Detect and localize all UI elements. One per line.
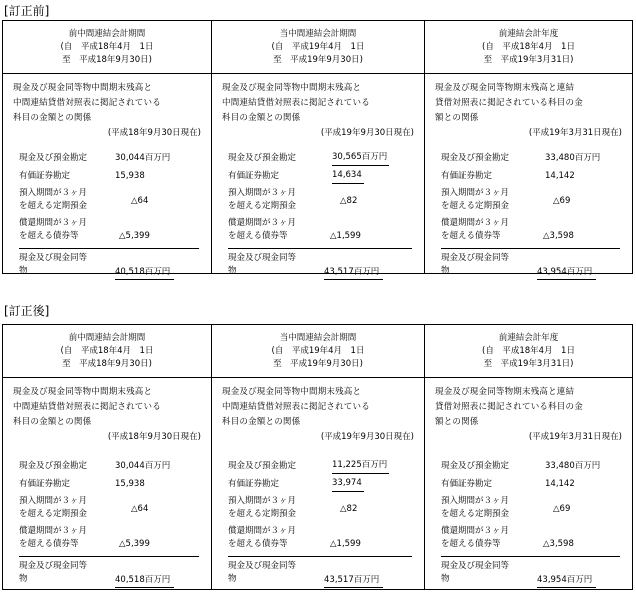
label-line: 償還期間が３ヶ月 bbox=[228, 218, 297, 228]
intro-text bbox=[212, 74, 424, 126]
row-time-deposits bbox=[228, 185, 412, 215]
row-label: 有価証券勘定 bbox=[19, 479, 71, 489]
detail-cell bbox=[3, 74, 212, 277]
label-line: 預入期間が３ヶ月 bbox=[441, 496, 510, 506]
row-label bbox=[228, 560, 296, 586]
label-line: を超える債券等 bbox=[228, 231, 288, 241]
row-securities bbox=[228, 167, 412, 185]
row-value: 11,225百万円 bbox=[332, 457, 389, 474]
row-total bbox=[228, 557, 412, 587]
label-line: 物 bbox=[441, 266, 450, 276]
row-total bbox=[19, 557, 199, 587]
row-cash-deposits bbox=[441, 457, 620, 475]
row-value: 30,565百万円 bbox=[332, 149, 389, 166]
row-value: 14,142 bbox=[545, 479, 575, 489]
row-value: 15,938 bbox=[115, 171, 145, 181]
intro-line: 額との関係 bbox=[435, 113, 479, 123]
row-securities bbox=[228, 475, 412, 493]
intro-text bbox=[425, 74, 632, 126]
row-value: △69 bbox=[553, 196, 571, 206]
label-line: 預入期間が３ヶ月 bbox=[228, 496, 297, 506]
row-label bbox=[228, 525, 296, 551]
intro-line: 現金及び現金同等物中間期末残高と bbox=[13, 387, 153, 397]
label-line: 物 bbox=[228, 266, 237, 276]
period-from: (自 平成18年4月 1日 bbox=[482, 42, 575, 52]
row-value: 43,954百万円 bbox=[537, 574, 596, 588]
section-label-after: [訂正後] bbox=[4, 304, 50, 318]
row-label bbox=[19, 252, 87, 278]
period-title: 当中間連結会計期間 bbox=[279, 333, 357, 343]
label-line: 現金及び現金同等 bbox=[19, 253, 88, 263]
row-value: △3,598 bbox=[543, 539, 574, 549]
label-line: を超える債券等 bbox=[441, 231, 501, 241]
period-from: (自 平成18年4月 1日 bbox=[60, 346, 154, 356]
rows bbox=[228, 149, 412, 279]
row-bonds bbox=[441, 523, 620, 553]
row-value: △1,599 bbox=[330, 231, 361, 241]
period-to: 至 平成18年9月30日) bbox=[62, 359, 152, 369]
row-securities bbox=[19, 475, 199, 493]
intro-line: 中間連結貸借対照表に掲記されている bbox=[222, 402, 370, 412]
period-from: (自 平成18年4月 1日 bbox=[482, 346, 575, 356]
section-label-before: [訂正前] bbox=[4, 4, 50, 18]
period-to: 至 平成19年9月30日) bbox=[273, 55, 363, 65]
row-label bbox=[228, 217, 296, 243]
period-to: 至 平成18年9月30日) bbox=[62, 55, 152, 65]
row-label: 有価証券勘定 bbox=[228, 171, 280, 181]
label-line: 現金及び現金同等 bbox=[228, 253, 297, 263]
row-label: 有価証券勘定 bbox=[441, 171, 493, 181]
period-title: 前連結会計年度 bbox=[498, 29, 559, 39]
label-line: を超える債券等 bbox=[441, 539, 501, 549]
intro-line: 科目の金額との関係 bbox=[222, 113, 301, 123]
header-cell bbox=[212, 21, 425, 74]
label-line: 償還期間が３ヶ月 bbox=[441, 526, 510, 536]
row-value: 40,518百万円 bbox=[115, 266, 174, 280]
as-of-date: (平成19年3月31日現在) bbox=[528, 432, 622, 442]
row-total bbox=[441, 249, 620, 279]
row-label: 有価証券勘定 bbox=[441, 479, 493, 489]
label-line: 現金及び現金同等 bbox=[228, 561, 297, 571]
rows bbox=[441, 457, 620, 587]
row-value: 15,938 bbox=[115, 479, 145, 489]
row-label bbox=[441, 525, 509, 551]
header-cell bbox=[3, 325, 212, 378]
label-line: 物 bbox=[228, 574, 237, 584]
period-title: 前中間連結会計期間 bbox=[68, 29, 146, 39]
intro-line: 中間連結貸借対照表に掲記されている bbox=[13, 402, 161, 412]
as-of-date: (平成19年9月30日現在) bbox=[320, 432, 414, 442]
rows bbox=[441, 149, 620, 279]
label-line: 預入期間が３ヶ月 bbox=[19, 496, 88, 506]
label-line: 物 bbox=[441, 574, 450, 584]
label-line: を超える定期預金 bbox=[228, 509, 297, 519]
row-label bbox=[441, 495, 509, 521]
intro-line: 現金及び現金同等物中間期末残高と bbox=[13, 83, 153, 93]
detail-cell bbox=[3, 378, 212, 590]
row-time-deposits bbox=[19, 493, 199, 523]
row-value: 33,974 bbox=[332, 475, 364, 492]
row-time-deposits bbox=[441, 493, 620, 523]
row-value: 43,954百万円 bbox=[537, 266, 596, 280]
intro-line: 科目の金額との関係 bbox=[13, 113, 92, 123]
row-cash-deposits bbox=[19, 149, 199, 167]
table-after bbox=[2, 324, 633, 590]
row-value: △82 bbox=[340, 504, 358, 514]
period-from: (自 平成19年4月 1日 bbox=[271, 346, 365, 356]
row-value: △64 bbox=[131, 196, 149, 206]
row-label bbox=[19, 217, 87, 243]
row-value: 14,634 bbox=[332, 167, 364, 184]
row-value: △5,399 bbox=[119, 231, 150, 241]
label-line: 預入期間が３ヶ月 bbox=[19, 188, 88, 198]
row-label bbox=[441, 560, 509, 586]
row-label bbox=[441, 252, 509, 278]
row-total bbox=[19, 249, 199, 279]
intro-text bbox=[3, 74, 211, 126]
row-label: 現金及び預金勘定 bbox=[19, 461, 88, 471]
row-time-deposits bbox=[228, 493, 412, 523]
header-cell bbox=[425, 21, 633, 74]
row-value: 30,044百万円 bbox=[115, 461, 171, 471]
row-value: △69 bbox=[553, 504, 571, 514]
intro-line: 貸借対照表に掲記されている科目の金 bbox=[435, 98, 583, 108]
intro-text bbox=[425, 378, 632, 430]
row-bonds bbox=[19, 215, 199, 245]
label-line: を超える債券等 bbox=[228, 539, 288, 549]
as-of-date: (平成19年3月31日現在) bbox=[528, 128, 622, 138]
as-of-date: (平成18年9月30日現在) bbox=[107, 128, 201, 138]
label-line: 償還期間が３ヶ月 bbox=[19, 218, 88, 228]
row-securities bbox=[441, 475, 620, 493]
row-value: △1,599 bbox=[330, 539, 361, 549]
row-label: 有価証券勘定 bbox=[19, 171, 71, 181]
row-value: 43,517百万円 bbox=[324, 574, 383, 588]
intro-line: 中間連結貸借対照表に掲記されている bbox=[222, 98, 370, 108]
rows bbox=[19, 457, 199, 587]
row-value: 30,044百万円 bbox=[115, 153, 171, 163]
period-title: 前中間連結会計期間 bbox=[68, 333, 146, 343]
row-label bbox=[228, 495, 296, 521]
row-value: △82 bbox=[340, 196, 358, 206]
row-label bbox=[19, 495, 87, 521]
row-label bbox=[19, 187, 87, 213]
label-line: 償還期間が３ヶ月 bbox=[228, 526, 297, 536]
intro-line: 現金及び現金同等物期末残高と連結 bbox=[435, 387, 575, 397]
row-label: 現金及び預金勘定 bbox=[441, 461, 510, 471]
intro-line: 額との関係 bbox=[435, 417, 479, 427]
detail-cell bbox=[425, 74, 633, 277]
row-value: 33,480百万円 bbox=[545, 153, 601, 163]
label-line: を超える債券等 bbox=[19, 539, 79, 549]
label-line: 預入期間が３ヶ月 bbox=[441, 188, 510, 198]
row-label bbox=[228, 252, 296, 278]
rows bbox=[228, 457, 412, 587]
label-line: 預入期間が３ヶ月 bbox=[228, 188, 297, 198]
row-value: 33,480百万円 bbox=[545, 461, 601, 471]
row-value: △5,399 bbox=[119, 539, 150, 549]
row-label bbox=[441, 217, 509, 243]
label-line: 現金及び現金同等 bbox=[441, 561, 510, 571]
row-label bbox=[19, 560, 87, 586]
row-label: 有価証券勘定 bbox=[228, 479, 280, 489]
row-label: 現金及び預金勘定 bbox=[228, 461, 297, 471]
row-value: △64 bbox=[131, 504, 149, 514]
label-line: を超える定期預金 bbox=[441, 509, 510, 519]
row-total bbox=[441, 557, 620, 587]
label-line: 物 bbox=[19, 266, 28, 276]
row-value: 40,518百万円 bbox=[115, 574, 174, 588]
row-value: 43,517百万円 bbox=[324, 266, 383, 280]
header-cell bbox=[3, 21, 212, 74]
row-label bbox=[228, 187, 296, 213]
intro-text bbox=[3, 378, 211, 430]
intro-line: 現金及び現金同等物中間期末残高と bbox=[222, 387, 362, 397]
label-line: 現金及び現金同等 bbox=[19, 561, 88, 571]
intro-line: 現金及び現金同等物期末残高と連結 bbox=[435, 83, 575, 93]
period-from: (自 平成18年4月 1日 bbox=[60, 42, 154, 52]
row-cash-deposits bbox=[19, 457, 199, 475]
row-bonds bbox=[228, 523, 412, 553]
label-line: 償還期間が３ヶ月 bbox=[19, 526, 88, 536]
label-line: を超える定期預金 bbox=[19, 201, 88, 211]
period-from: (自 平成19年4月 1日 bbox=[271, 42, 365, 52]
row-label: 現金及び預金勘定 bbox=[441, 153, 510, 163]
label-line: を超える定期預金 bbox=[228, 201, 297, 211]
row-bonds bbox=[441, 215, 620, 245]
row-time-deposits bbox=[19, 185, 199, 215]
row-value: 14,142 bbox=[545, 171, 575, 181]
period-to: 至 平成19年9月30日) bbox=[273, 359, 363, 369]
detail-cell bbox=[425, 378, 633, 590]
label-line: 物 bbox=[19, 574, 28, 584]
row-cash-deposits bbox=[228, 149, 412, 167]
period-to: 至 平成19年3月31日) bbox=[483, 359, 574, 369]
table-before bbox=[2, 20, 633, 277]
as-of-date: (平成19年9月30日現在) bbox=[320, 128, 414, 138]
detail-cell bbox=[212, 74, 425, 277]
period-title: 当中間連結会計期間 bbox=[279, 29, 357, 39]
row-securities bbox=[441, 167, 620, 185]
header-cell bbox=[425, 325, 633, 378]
header-cell bbox=[212, 325, 425, 378]
row-cash-deposits bbox=[228, 457, 412, 475]
row-label: 現金及び預金勘定 bbox=[228, 153, 297, 163]
detail-cell bbox=[212, 378, 425, 590]
intro-text bbox=[212, 378, 424, 430]
intro-line: 貸借対照表に掲記されている科目の金 bbox=[435, 402, 583, 412]
row-label: 現金及び預金勘定 bbox=[19, 153, 88, 163]
row-total bbox=[228, 249, 412, 279]
row-time-deposits bbox=[441, 185, 620, 215]
row-label bbox=[441, 187, 509, 213]
period-title: 前連結会計年度 bbox=[498, 333, 559, 343]
intro-line: 科目の金額との関係 bbox=[13, 417, 92, 427]
label-line: を超える定期預金 bbox=[441, 201, 510, 211]
rows bbox=[19, 149, 199, 279]
row-cash-deposits bbox=[441, 149, 620, 167]
row-bonds bbox=[19, 523, 199, 553]
row-securities bbox=[19, 167, 199, 185]
row-label bbox=[19, 525, 87, 551]
as-of-date: (平成18年9月30日現在) bbox=[107, 432, 201, 442]
label-line: 現金及び現金同等 bbox=[441, 253, 510, 263]
row-value: △3,598 bbox=[543, 231, 574, 241]
intro-line: 現金及び現金同等物中間期末残高と bbox=[222, 83, 362, 93]
intro-line: 科目の金額との関係 bbox=[222, 417, 301, 427]
label-line: 償還期間が３ヶ月 bbox=[441, 218, 510, 228]
label-line: を超える債券等 bbox=[19, 231, 79, 241]
intro-line: 中間連結貸借対照表に掲記されている bbox=[13, 98, 161, 108]
label-line: を超える定期預金 bbox=[19, 509, 88, 519]
period-to: 至 平成19年3月31日) bbox=[483, 55, 574, 65]
row-bonds bbox=[228, 215, 412, 245]
